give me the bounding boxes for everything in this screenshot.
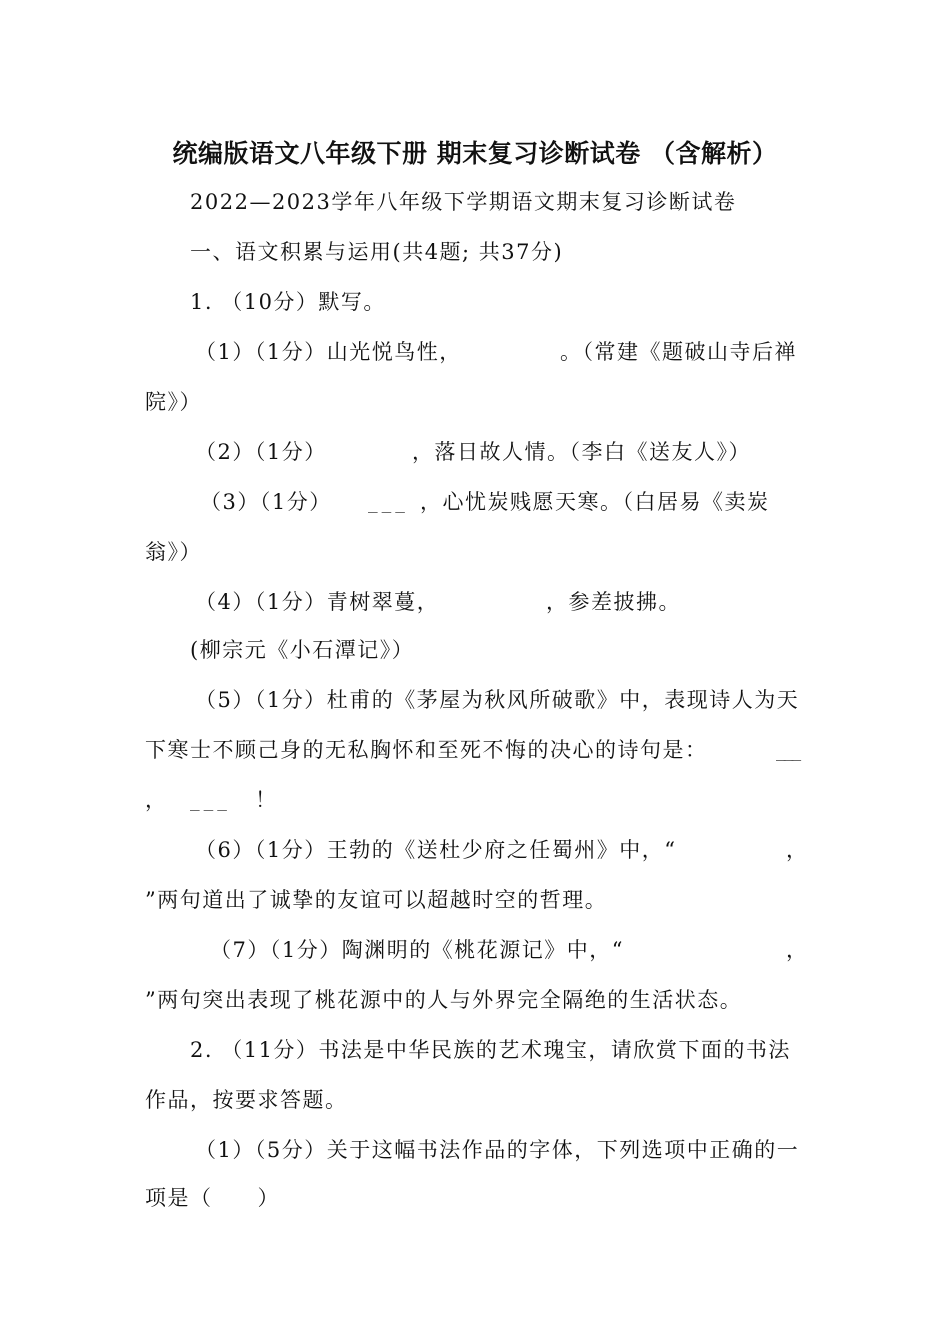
q1-item6-text-cont: ”两句道出了诚挚的友谊可以超越时空的哲理。: [145, 888, 608, 912]
q1-item7-text: （7）（1分）陶渊明的《桃花源记》中，“: [210, 938, 624, 962]
section-heading: 一、语文积累与运用(共4题; 共37分): [190, 240, 564, 264]
q1-item4-text: （4）（1分）青树翠蔓，: [195, 590, 440, 614]
q1-item5-text: （5）（1分）杜甫的《茅屋为秋风所破歌》中，表现诗人为天: [195, 688, 800, 712]
q1-item5-blank-2: ___: [190, 792, 231, 811]
question-1-heading: 1. （10分）默写。: [190, 290, 386, 314]
q1-item5-exclaim: ！: [255, 788, 278, 812]
q1-item3-blank: ___: [368, 494, 409, 513]
q1-item2-label: （2）（1分）: [195, 440, 327, 464]
q1-item5-comma: ，: [145, 788, 168, 812]
q1-item6-text: （6）（1分）王勃的《送杜少府之任蜀州》中，“: [195, 838, 677, 862]
q1-item4-source: (柳宗元《小石潭记》）: [190, 638, 415, 662]
q1-item5-blank-1: ___: [776, 742, 800, 761]
question-2-heading-cont: 作品，按要求答题。: [145, 1088, 348, 1112]
document-title: 统编版语文八年级下册 期末复习诊断试卷 （含解析）: [172, 139, 778, 168]
q1-item7-text-cont: ”两句突出表现了桃花源中的人与外界完全隔绝的生活状态。: [145, 988, 743, 1012]
q1-item1-source-cont: 院》）: [145, 390, 202, 414]
q1-item3-label: （3）（1分）: [200, 490, 332, 514]
q2-item1-text-cont: 项是（ ）: [145, 1186, 280, 1210]
q1-item1-source: 。（常建《题破山寺后禅: [560, 340, 797, 364]
document-subtitle: 2022—2023学年八年级下学期语文期末复习诊断试卷: [190, 190, 737, 214]
q2-item1-text: （1）（5分）关于这幅书法作品的字体，下列选项中正确的一: [195, 1138, 800, 1162]
q1-item2-text: ，落日故人情。（李白《送友人》）: [412, 440, 751, 464]
q1-item3-text: ，心忧炭贱愿天寒。（白居易《卖炭: [420, 490, 770, 514]
q1-item1-text: （1）（1分）山光悦鸟性，: [195, 340, 462, 364]
q1-item3-text-cont: 翁》）: [145, 540, 202, 564]
q1-item7-comma: ，: [786, 938, 809, 962]
q1-item4-text-b: ，参差披拂。: [546, 590, 681, 614]
q1-item5-text-cont: 下寒士不顾己身的无私胸怀和至死不悔的决心的诗句是：: [145, 738, 708, 762]
q1-item6-comma: ，: [786, 838, 809, 862]
question-2-heading: 2. （11分）书法是中华民族的艺术瑰宝，请欣赏下面的书法: [190, 1038, 791, 1062]
